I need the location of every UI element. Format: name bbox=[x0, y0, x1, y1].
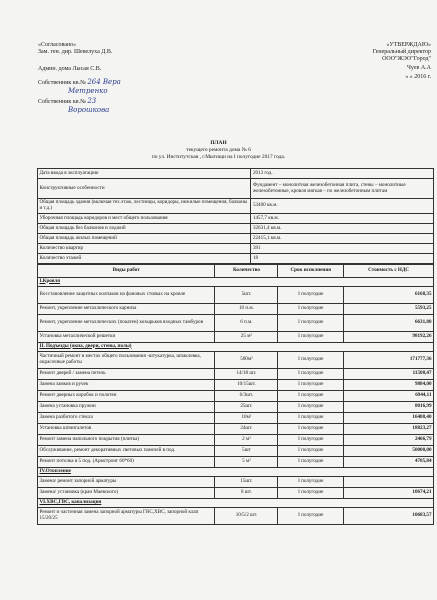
work-quantity: 10м² bbox=[215, 412, 278, 423]
approval-left-block bbox=[38, 42, 208, 115]
work-description: Установка шпингалетов bbox=[38, 423, 215, 434]
info-label: Дата ввода в эксплуатацию bbox=[38, 169, 251, 179]
work-description: Установка металлической решетки bbox=[38, 331, 215, 342]
handwritten-apt-1: 264 Вера bbox=[87, 77, 121, 86]
work-deadline: I полугодие bbox=[278, 286, 344, 303]
building-info-table bbox=[37, 168, 434, 264]
work-cost: 4785,84 bbox=[344, 456, 434, 467]
work-description: Частичный ремонт в местах общего пользования -штукатурка, шпаклевка, окрасочные работы bbox=[38, 351, 215, 368]
work-cost: 10674,21 bbox=[344, 487, 434, 498]
work-row bbox=[38, 368, 434, 379]
work-row bbox=[38, 351, 434, 368]
work-quantity: 25 м² bbox=[215, 331, 278, 342]
work-row bbox=[38, 456, 434, 467]
info-value: 1457,7 кв.м. bbox=[251, 214, 434, 224]
section-row bbox=[38, 467, 434, 476]
work-description: Ремонт, укрепление металлического карниза bbox=[38, 303, 215, 314]
info-row bbox=[38, 224, 434, 234]
work-row bbox=[38, 379, 434, 390]
work-deadline: I полугодие bbox=[278, 487, 344, 498]
work-quantity: 10 п.м. bbox=[215, 303, 278, 314]
admin-line: Админ. дома Лысая С.В. bbox=[38, 65, 102, 72]
handwritten-signature-2: Ворошкова bbox=[68, 106, 110, 115]
column-header: Стоимость с НДС bbox=[344, 265, 434, 278]
section-title: II. Подъезды (окна, двери, стены, полы) bbox=[38, 342, 434, 351]
work-deadline: I полугодие bbox=[278, 303, 344, 314]
info-label: Количество квартир bbox=[38, 244, 251, 254]
work-cost: 6944,11 bbox=[344, 390, 434, 401]
work-quantity: 5шт. bbox=[215, 286, 278, 303]
section-title: I.Кровля bbox=[38, 277, 434, 286]
work-quantity: 6 п.м. bbox=[215, 314, 278, 331]
work-quantity: 25шт. bbox=[215, 401, 278, 412]
work-quantity: 10/5/2 шт. bbox=[215, 507, 278, 524]
title-subtitle: текущего ремонта дома № 6 bbox=[186, 146, 251, 153]
info-label: Конструктивные особенности bbox=[38, 179, 251, 199]
director-name: Чуев А.А bbox=[407, 64, 431, 71]
info-value: 22415,1 кв.м. bbox=[251, 234, 434, 244]
work-cost: 6631,80 bbox=[344, 314, 434, 331]
work-description: Ремонт дверей / замена петель bbox=[38, 368, 215, 379]
info-row bbox=[38, 179, 434, 199]
work-quantity: 5 м² bbox=[215, 456, 278, 467]
info-label: Количество этажей bbox=[38, 254, 251, 264]
work-quantity: 6/3шт. bbox=[215, 390, 278, 401]
info-value: 391 bbox=[251, 244, 434, 254]
work-row bbox=[38, 390, 434, 401]
work-deadline: I полугодие bbox=[278, 456, 344, 467]
work-row bbox=[38, 331, 434, 342]
work-description: Восстановление защитных колпаков на фановых стояках на кровле bbox=[38, 286, 215, 303]
handwritten-apt-2: 23 bbox=[87, 97, 97, 106]
info-value: 32631,4 кв.м. bbox=[251, 224, 434, 234]
work-description: Обслуживание, ремонт декоративных световых панелей в под. bbox=[38, 445, 215, 456]
info-label: Общая площадь без балконов и лоджий bbox=[38, 224, 251, 234]
work-cost bbox=[344, 476, 434, 487]
approval-right-block bbox=[281, 42, 431, 80]
handwritten-signature-1: Метренко bbox=[68, 86, 108, 95]
work-deadline: I полугодие bbox=[278, 401, 344, 412]
work-deadline: I полугодие bbox=[278, 412, 344, 423]
agreed-label: «Согласовано» bbox=[38, 42, 77, 48]
work-row bbox=[38, 286, 434, 303]
work-cost: 98192,26 bbox=[344, 331, 434, 342]
section-row bbox=[38, 277, 434, 286]
work-description: Ремонт дверных коробок и полотен bbox=[38, 390, 215, 401]
work-cost: 11508,47 bbox=[344, 368, 434, 379]
work-description: Ремонт потолка в 5 под. (Армстронг 60*60) bbox=[38, 456, 215, 467]
work-cost: 5593,25 bbox=[344, 303, 434, 314]
info-value: 2013 год. bbox=[251, 169, 434, 179]
work-row bbox=[38, 445, 434, 456]
work-cost: 9884,00 bbox=[344, 379, 434, 390]
section-title: IV.Отопление bbox=[38, 467, 434, 476]
work-cost: 2466,79 bbox=[344, 434, 434, 445]
column-header: Виды работ bbox=[38, 265, 215, 278]
work-description: Замена установка пружин bbox=[38, 401, 215, 412]
work-row bbox=[38, 487, 434, 498]
info-row bbox=[38, 254, 434, 264]
column-header: Срок исполнения bbox=[278, 265, 344, 278]
owner-label-1: Собственник кв.№ bbox=[38, 79, 86, 86]
document-title bbox=[0, 140, 437, 160]
info-value: 18 bbox=[251, 254, 434, 264]
info-label: Общая площадь здания (включая тех.этаж, лестницы, коридоры, нежилые помещения, балконы и т.д.) bbox=[38, 199, 251, 214]
info-row bbox=[38, 169, 434, 179]
work-quantity: 500м² bbox=[215, 351, 278, 368]
work-quantity: 14/18 шт. bbox=[215, 368, 278, 379]
column-header: Количество bbox=[215, 265, 278, 278]
work-row bbox=[38, 434, 434, 445]
work-deadline: I полугодие bbox=[278, 314, 344, 331]
info-label: Уборочная площадь коридоров и мест общего пользования bbox=[38, 214, 251, 224]
work-description: Ремонт замена напольного покрытия (плитка) bbox=[38, 434, 215, 445]
works-header-row bbox=[38, 265, 434, 278]
work-description: Ремонт, укрепление металлических (покатен) козырьков входных тамбуров bbox=[38, 314, 215, 331]
works-table bbox=[37, 264, 434, 525]
work-deadline: I полугодие bbox=[278, 476, 344, 487]
info-value: 53400 кв.м. bbox=[251, 199, 434, 214]
work-row bbox=[38, 476, 434, 487]
work-cost: 50000,00 bbox=[344, 445, 434, 456]
work-row bbox=[38, 423, 434, 434]
work-deadline: I полугодие bbox=[278, 368, 344, 379]
work-deadline: I полугодие bbox=[278, 379, 344, 390]
section-title: VI.ХВС,ГВС, канализация bbox=[38, 498, 434, 507]
work-row bbox=[38, 303, 434, 314]
info-row bbox=[38, 234, 434, 244]
work-cost: 16408,40 bbox=[344, 412, 434, 423]
director-title: Генеральный директор bbox=[372, 48, 431, 55]
work-row bbox=[38, 412, 434, 423]
work-quantity: 5шт bbox=[215, 445, 278, 456]
work-cost: 171777,36 bbox=[344, 351, 434, 368]
info-row bbox=[38, 214, 434, 224]
info-value: Фундамент – монолитная железобетонная плита, стены – монолитные железобетонные, кровля мягкая – по железобетонным плитам bbox=[251, 179, 434, 199]
info-row bbox=[38, 199, 434, 214]
work-deadline: I полугодие bbox=[278, 423, 344, 434]
work-deadline: I полугодие bbox=[278, 351, 344, 368]
section-row bbox=[38, 498, 434, 507]
work-deadline: I полугодие bbox=[278, 434, 344, 445]
work-cost: 6168,35 bbox=[344, 286, 434, 303]
work-cost: 18823,27 bbox=[344, 423, 434, 434]
work-quantity: 10/15шт. bbox=[215, 379, 278, 390]
work-deadline: I полугодие bbox=[278, 390, 344, 401]
work-row bbox=[38, 507, 434, 524]
work-quantity: 24шт. bbox=[215, 423, 278, 434]
title-plan: ПЛАН bbox=[210, 140, 227, 146]
work-cost: 8016,99 bbox=[344, 401, 434, 412]
approve-label: «УТВЕРЖДАЮ» bbox=[386, 42, 431, 48]
work-quantity: 8 шт. bbox=[215, 487, 278, 498]
work-description: Замена/ установка (кран Маевского) bbox=[38, 487, 215, 498]
work-row bbox=[38, 401, 434, 412]
work-description: Замена разбитого стекла bbox=[38, 412, 215, 423]
work-quantity: 15шт. bbox=[215, 476, 278, 487]
company-name: ООО"ЖЭО"Город" bbox=[382, 55, 431, 62]
deputy-director-line: Зам. ген. дир. Шевелуха Д.В. bbox=[38, 48, 113, 55]
work-deadline: I полугодие bbox=[278, 445, 344, 456]
work-deadline: I полугодие bbox=[278, 331, 344, 342]
work-description: Замена замков и ручек bbox=[38, 379, 215, 390]
work-deadline: I полугодие bbox=[278, 507, 344, 524]
info-row bbox=[38, 244, 434, 254]
work-cost: 10683,57 bbox=[344, 507, 434, 524]
info-label: Общая площадь жилых помещений bbox=[38, 234, 251, 244]
work-description: Ремонт и частичная замена запорной арматуры ГВС,ХВС, запорной клап 15/20/25 bbox=[38, 507, 215, 524]
work-row bbox=[38, 314, 434, 331]
work-quantity: 2 м² bbox=[215, 434, 278, 445]
approval-date: « » 2016 г. bbox=[405, 73, 431, 80]
owner-label-2: Собственник кв.№ bbox=[38, 99, 86, 106]
title-address: по ул. Институтская , г.Мытищи на I полугодие 2017 года. bbox=[151, 153, 286, 160]
work-description: Замена/ ремонт запорной арматуры bbox=[38, 476, 215, 487]
section-row bbox=[38, 342, 434, 351]
